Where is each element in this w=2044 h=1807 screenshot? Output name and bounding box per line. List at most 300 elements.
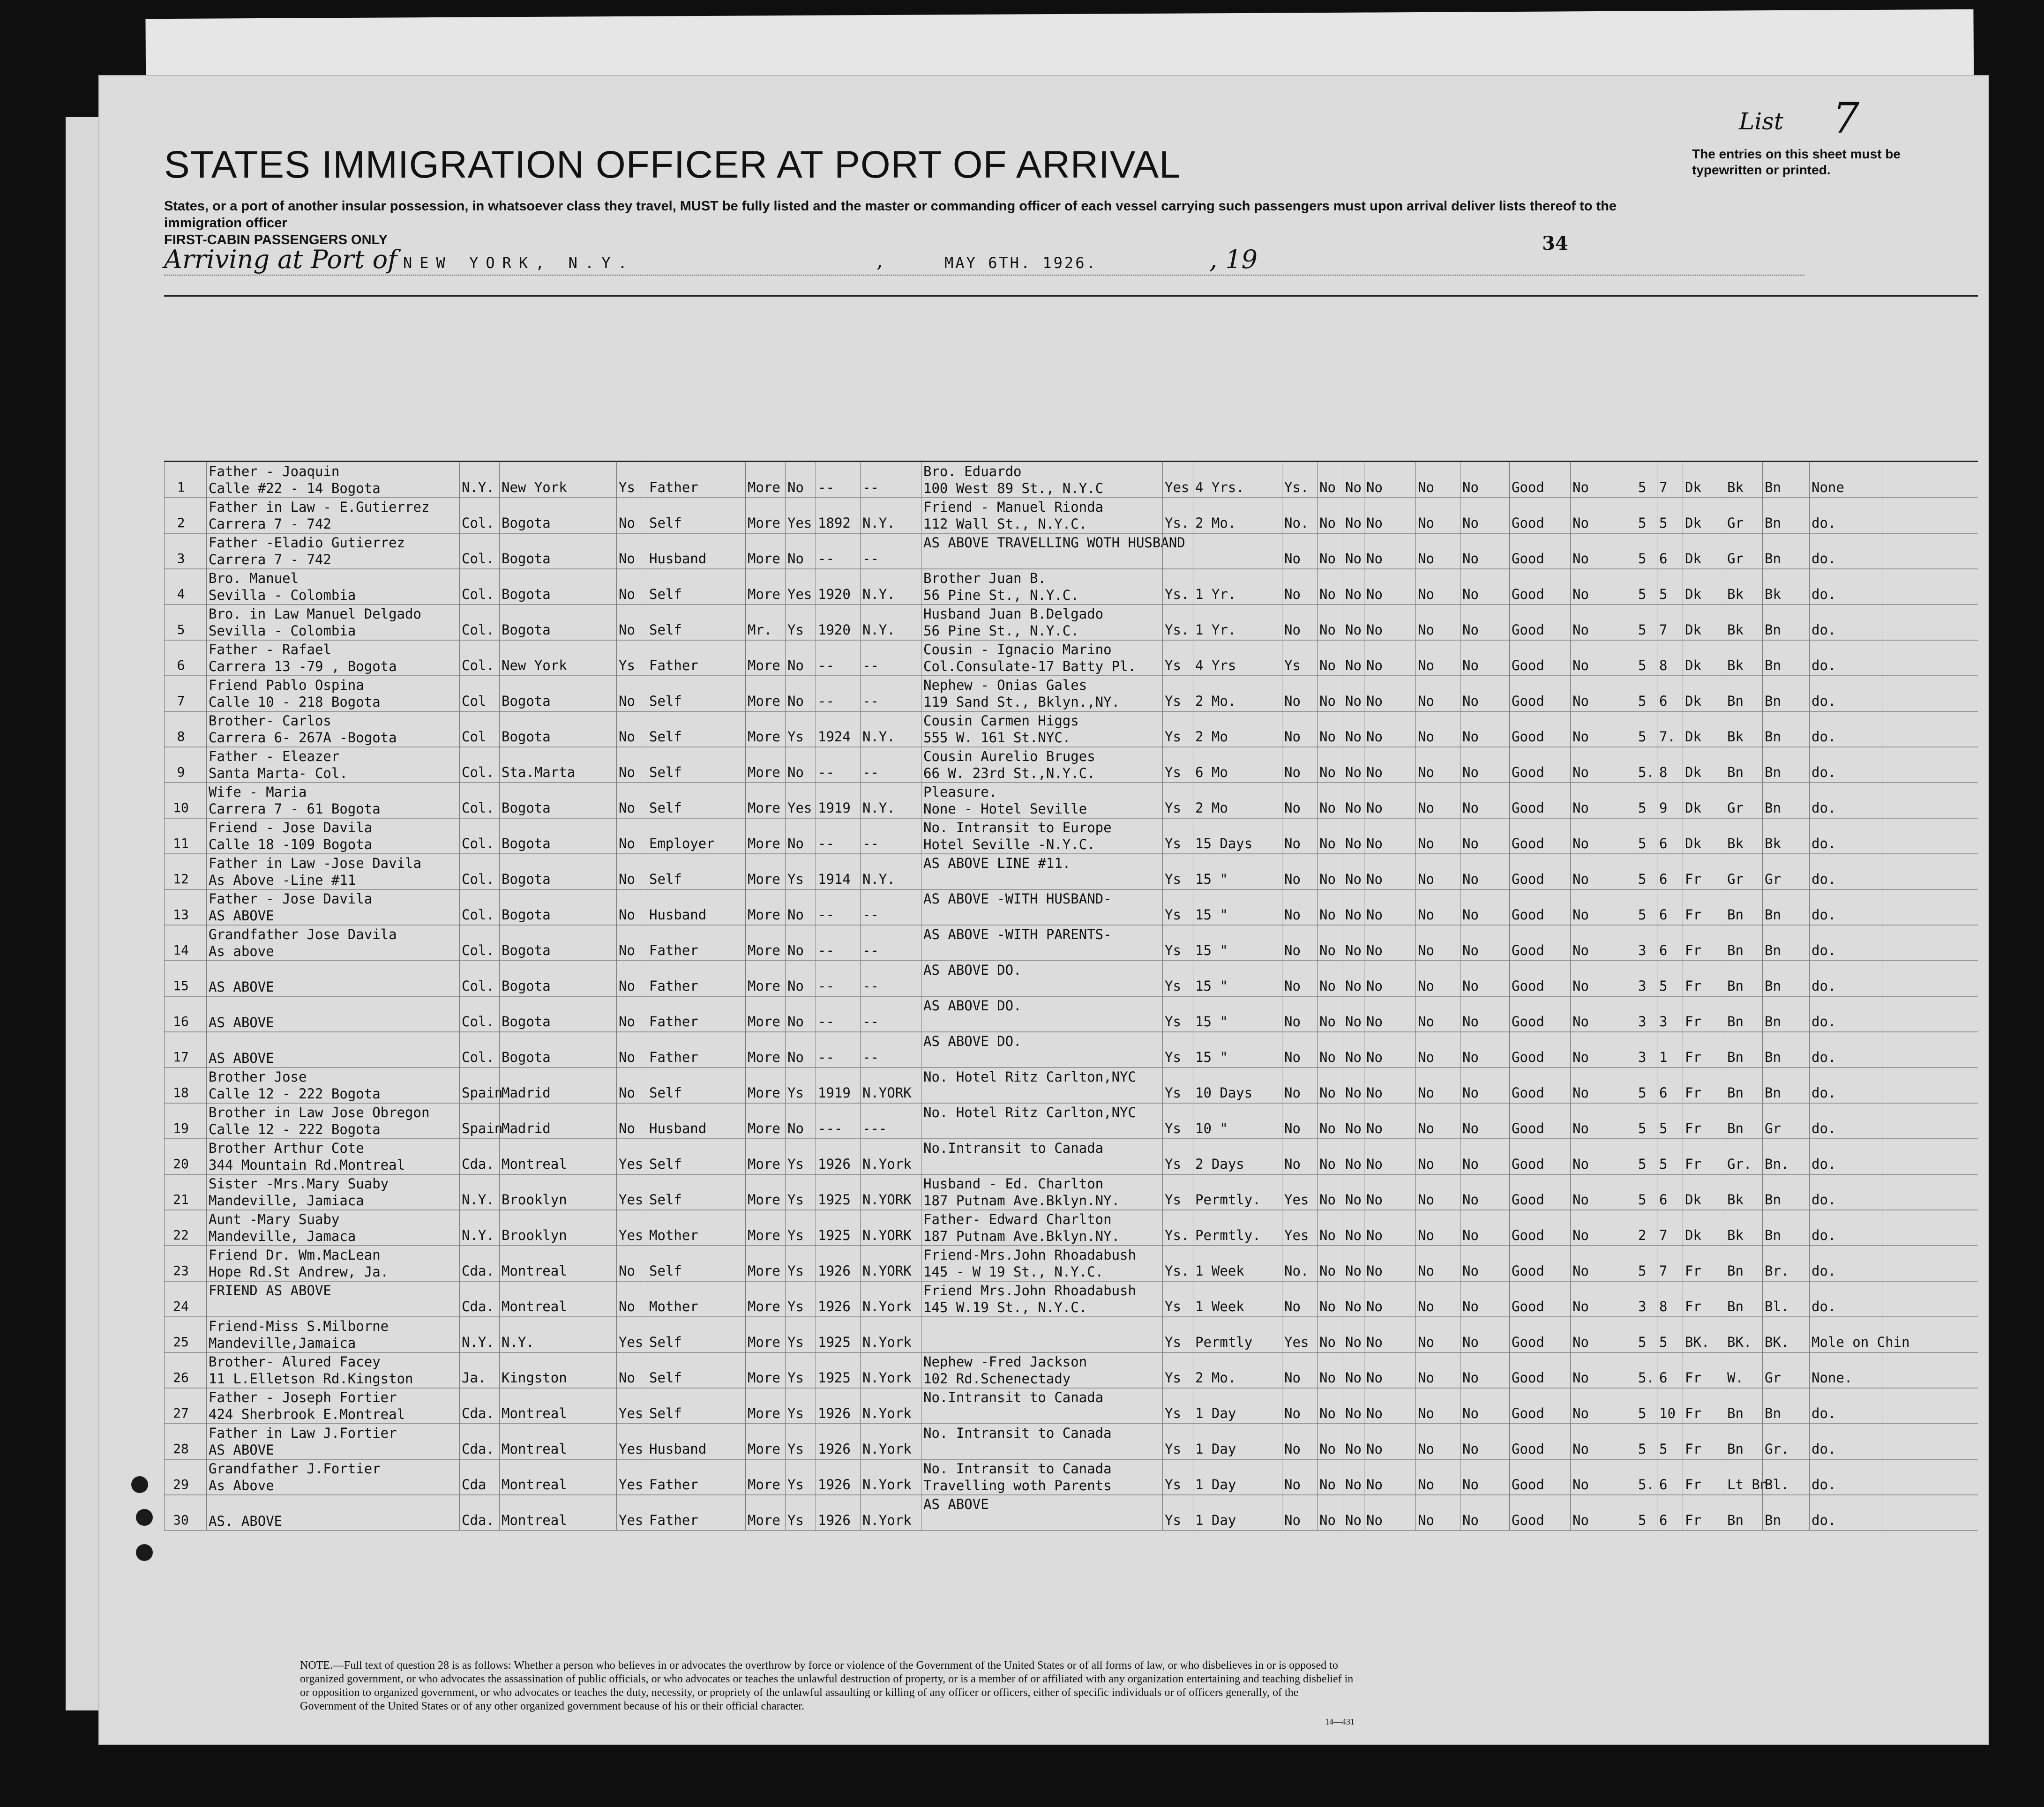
value-ft: 5. [1638,764,1655,780]
join-line-1: Cousin - Ignacio Marino [923,642,1112,657]
cell-over [1415,747,1460,782]
cell-years [816,782,861,818]
value-cit: No [1284,586,1301,602]
cell-stay [1193,889,1282,925]
cell-money [745,853,786,889]
cell-years [816,889,861,925]
cell-ft [1636,889,1657,925]
cell-ft [1636,497,1657,533]
value-paid: Father [649,479,698,495]
relative-line-2: Carrera 13 -79 , Bogota [209,658,397,674]
cell-eyes [1762,1388,1810,1423]
value-deformed: No [1572,1227,1589,1243]
cell-cit [1282,960,1318,996]
value-ft: 5 [1638,693,1647,709]
cell-ticket [616,1245,647,1281]
cell-before [785,462,816,497]
cell-state [459,960,500,996]
value-where: -- [862,1014,879,1030]
relative-line-2: As Above -Line #11 [209,872,356,888]
cell-over [1415,1174,1460,1210]
cell-ret [1162,782,1193,818]
value-years: 1920 [818,586,851,602]
value-ret: Ys [1165,1512,1181,1528]
value-dep: No [1462,1512,1479,1528]
cell-marks [1809,889,1882,925]
cell-stay [1193,711,1282,747]
value-poly: No [1345,1299,1362,1314]
cell-years [816,1138,861,1174]
join-line-1: No. Hotel Ritz Carlton,NYC [923,1105,1136,1120]
cell-marks [1809,1459,1882,1494]
value-stay: 6 Mo [1195,764,1228,780]
cell-rel [206,1459,460,1494]
value-state: Cda. [462,1299,494,1314]
join-line-2: 145 W.19 St., N.Y.C. [923,1299,1087,1315]
cell-cit [1282,1174,1318,1210]
cell-city [499,1281,617,1316]
value-in: 5 [1659,978,1668,994]
cell-dep [1460,1067,1510,1103]
cell-marks [1809,1067,1882,1103]
value-poly: No [1345,871,1362,887]
value-where: N.York [862,1334,912,1350]
row-number: 20 [173,1156,189,1172]
cell-poly [1343,1388,1364,1423]
relative-line-1: Brother- Alured Facey [209,1354,381,1370]
value-state: N.Y. [462,479,494,495]
value-dep: No [1462,1263,1479,1279]
cell-no [164,889,207,925]
table-row [164,1388,1978,1424]
cell-stay [1193,1067,1282,1103]
cell-date [1882,818,1978,853]
value-in: 8 [1659,657,1668,673]
relative-line-2: AS ABOVE [209,908,274,924]
cell-over [1415,462,1460,497]
join-line-1: Father- Edward Charlton [923,1211,1112,1227]
cell-anar [1364,711,1416,747]
cell-before [785,533,816,568]
cell-dep [1460,1316,1510,1352]
value-city: Brooklyn [502,1227,567,1243]
value-over: No [1418,1477,1434,1493]
cell-eyes [1762,604,1810,640]
cell-money [745,462,786,497]
cell-stay [1193,1352,1282,1388]
cell-ret [1162,497,1193,533]
join-line-2: Travelling woth Parents [923,1478,1112,1493]
cell-stay [1193,853,1282,889]
value-state: Spain [462,1085,503,1101]
value-stay: Permtly. [1195,1227,1261,1243]
cell-in [1657,604,1683,640]
cell-eyes [1762,1245,1810,1281]
cell-dep [1460,1459,1510,1494]
value-years: 1926 [818,1441,851,1457]
value-cit: No. [1284,515,1309,531]
cell-prison [1317,1494,1343,1530]
value-anar: No [1366,978,1383,994]
cell-comp [1683,1067,1725,1103]
cell-poly [1343,1210,1364,1245]
relative-line-1: Friend Pablo Ospina [209,677,364,693]
table-row [164,960,1978,997]
value-eyes: Bn [1765,1405,1781,1421]
value-ret: Ys. [1165,1227,1190,1243]
cell-before [785,1388,816,1423]
value-marks: do. [1812,693,1836,709]
relative-line-2: Calle 18 -109 Bogota [209,836,373,852]
cell-cit [1282,1138,1318,1174]
table-row [164,675,1978,712]
cell-eyes [1762,1352,1810,1388]
value-poly: No [1345,800,1362,816]
value-poly: No [1345,1192,1362,1208]
cell-where [860,711,921,747]
cell-comp [1683,1138,1725,1174]
cell-ft [1636,853,1657,889]
cell-ret [1162,889,1193,925]
cell-join [921,1210,1163,1245]
value-deformed: No [1572,1085,1589,1101]
value-in: 7 [1659,1227,1668,1243]
join-line-2: Hotel Seville -N.Y.C. [923,836,1095,852]
cell-health [1509,1388,1571,1423]
cell-money [745,1494,786,1530]
cell-state [459,782,500,818]
value-health: Good [1512,729,1544,745]
value-ret: Ys [1165,978,1181,994]
cell-deformed [1570,960,1636,996]
value-before: Ys [787,1405,804,1421]
cell-comp [1683,533,1725,568]
cell-date [1882,1210,1978,1245]
cell-no [164,533,207,568]
cell-ret [1162,925,1193,960]
value-years: 1926 [818,1263,851,1279]
value-city: Montreal [502,1477,567,1493]
relative-line-1: Friend-Miss S.Milborne [209,1318,389,1334]
value-over: No [1418,1512,1434,1528]
value-eyes: Br. [1765,1263,1789,1279]
value-comp: Fr [1685,1512,1701,1528]
value-paid: Self [649,1405,682,1421]
value-city: Bogota [502,1049,551,1065]
cell-join [921,604,1163,640]
value-anar: No [1366,1014,1383,1030]
value-paid: Self [649,586,682,602]
cell-join [921,1459,1163,1494]
value-state: Spain [462,1120,503,1136]
value-over: No [1418,1192,1434,1208]
value-city: Madrid [502,1085,551,1101]
value-anar: No [1366,1227,1383,1243]
value-money: More [748,1299,780,1314]
cell-paid [647,1245,746,1281]
cell-where [860,1459,921,1494]
value-cit: No [1284,800,1301,816]
cell-ticket [616,533,647,568]
cell-years [816,497,861,533]
cell-stay [1193,1281,1282,1316]
cell-where [860,1103,921,1138]
table-row [164,1281,1978,1317]
cell-no [164,604,207,640]
value-cit: No [1284,1120,1301,1136]
cell-state [459,1388,500,1423]
value-dep: No [1462,1156,1479,1172]
value-marks: do. [1812,1227,1836,1243]
cell-where [860,747,921,782]
value-before: Ys [787,1085,804,1101]
value-stay: 1 Day [1195,1512,1236,1528]
cell-ticket [616,568,647,604]
value-city: Montreal [502,1156,567,1172]
value-ticket: Yes [619,1512,644,1528]
value-dep: No [1462,479,1479,495]
relative-line-2: Carrera 7 - 61 Bogota [209,801,381,817]
cell-paid [647,1067,746,1103]
value-eyes: Bn [1765,622,1781,638]
cell-money [745,533,786,568]
row-number: 28 [173,1441,189,1456]
value-poly: No [1345,1227,1362,1243]
value-ft: 5 [1638,1263,1647,1279]
value-cit: No [1284,1085,1301,1101]
cell-before [785,818,816,853]
cell-in [1657,1388,1683,1423]
value-ticket: Yes [619,1156,644,1172]
cell-before [785,1459,816,1494]
value-health: Good [1512,1334,1544,1350]
relative-line-2: Carrera 7 - 742 [209,516,331,532]
value-cit: Ys. [1284,479,1309,495]
value-where: -- [862,764,879,780]
cell-money [745,1459,786,1494]
cell-dep [1460,533,1510,568]
cell-join [921,853,1163,889]
cell-poly [1343,747,1364,782]
cell-where [860,497,921,533]
value-stay: 4 Yrs [1195,657,1236,673]
cell-over [1415,1031,1460,1067]
value-money: More [748,978,780,994]
value-deformed: No [1572,693,1589,709]
value-stay: 15 Days [1195,836,1253,851]
value-ft: 5 [1638,1512,1647,1528]
join-line-1: AS ABOVE DO. [923,998,1022,1014]
cell-eyes [1762,1174,1810,1210]
value-dep: No [1462,1441,1479,1457]
cell-cit [1282,1245,1318,1281]
value-stay: 2 Mo. [1195,515,1236,531]
value-where: -- [862,836,879,851]
value-comp: Fr [1685,1120,1701,1136]
cell-eyes [1762,996,1810,1031]
value-poly: No [1345,1512,1362,1528]
cell-stay [1193,497,1282,533]
value-state: Ja. [462,1370,487,1386]
value-paid: Self [649,1263,682,1279]
cell-over [1415,1316,1460,1352]
value-hair: Gr [1727,551,1744,567]
value-poly: No [1345,1405,1362,1421]
cell-before [785,853,816,889]
value-hair: Bn [1727,1263,1744,1279]
cell-hair [1725,889,1763,925]
value-ret: Ys [1165,729,1181,745]
value-ticket: No [619,1120,635,1136]
relative-line-2: AS ABOVE [209,1015,274,1030]
cell-anar [1364,747,1416,782]
join-line-1: Cousin Carmen Higgs [923,713,1079,729]
cell-no [164,996,207,1031]
cell-poly [1343,462,1364,497]
cell-join [921,533,1185,568]
cell-poly [1343,675,1364,711]
value-over: No [1418,551,1434,567]
value-cit: No [1284,836,1301,851]
cell-ticket [616,497,647,533]
value-comp: Dk [1685,622,1701,638]
join-line-1: No. Hotel Ritz Carlton,NYC [923,1069,1136,1085]
value-hair: Bk [1727,1192,1744,1208]
cell-prison [1317,889,1343,925]
value-ft: 3 [1638,1014,1647,1030]
cell-health [1509,925,1571,960]
value-in: 6 [1659,1085,1668,1101]
cell-money [745,1352,786,1388]
cell-ticket [616,604,647,640]
cell-health [1509,889,1571,925]
value-hair: Bk [1727,1227,1744,1243]
value-poly: No [1345,1441,1362,1457]
relative-line-2: Mandeville, Jamaca [209,1228,356,1244]
cell-over [1415,604,1460,640]
cell-poly [1343,1031,1364,1067]
cell-before [785,1067,816,1103]
value-poly: No [1345,836,1362,851]
value-eyes: Bn [1765,978,1781,994]
join-line-1: Friend-Mrs.John Rhoadabush [923,1247,1136,1263]
value-years: -- [818,1049,834,1065]
value-stay: Permtly. [1195,1192,1261,1208]
value-prison: No [1319,1405,1336,1421]
punch-hole [136,1509,153,1526]
value-ret: Ys [1165,836,1181,851]
value-over: No [1418,978,1434,994]
cell-ret [1162,1459,1193,1494]
value-eyes: Bk [1765,586,1781,602]
join-line-1: Bro. Eduardo [923,463,1022,479]
value-comp: Fr [1685,907,1701,923]
cell-money [745,889,786,925]
cell-dep [1460,711,1510,747]
cell-dep [1460,1281,1510,1316]
cell-join [921,497,1163,533]
cell-ft [1636,1423,1657,1459]
value-in: 6 [1659,907,1668,923]
cell-money [745,747,786,782]
value-marks: do. [1812,1049,1836,1065]
value-city: New York [502,479,567,495]
value-paid: Husband [649,1120,707,1136]
value-prison: No [1319,657,1336,673]
value-eyes: Bn [1765,1512,1781,1528]
value-city: Bogota [502,729,551,745]
cell-years [816,925,861,960]
value-deformed: No [1572,1334,1589,1350]
cell-years [816,996,861,1031]
value-marks: do. [1812,622,1836,638]
cell-rel [206,889,460,925]
cell-paid [647,818,746,853]
value-over: No [1418,1049,1434,1065]
value-health: Good [1512,800,1544,816]
cell-poly [1343,640,1364,675]
value-eyes: Bn [1765,1192,1781,1208]
cell-no [164,1316,207,1352]
value-over: No [1418,764,1434,780]
cell-marks [1809,497,1882,533]
cell-years [816,1174,861,1210]
value-hair: Bn [1727,942,1744,958]
value-dep: No [1462,622,1479,638]
cell-where [860,1067,921,1103]
cell-deformed [1570,1174,1636,1210]
cell-marks [1809,1281,1882,1316]
value-cit: No [1284,978,1301,994]
cell-comp [1683,1423,1725,1459]
cell-state [459,1103,503,1138]
value-eyes: Bn [1765,693,1781,709]
cell-no [164,1245,207,1281]
port-separator: , [876,248,883,272]
value-ret: Ys [1165,1049,1181,1065]
cell-join [921,1031,1163,1067]
cell-dep [1460,1210,1510,1245]
value-years: 1925 [818,1334,851,1350]
cell-join [921,818,1163,853]
value-marks: do. [1812,978,1836,994]
cell-dep [1460,640,1510,675]
cell-ticket [616,1494,647,1530]
value-ret: Ys [1165,1334,1181,1350]
table-row [164,747,1978,783]
value-marks: do. [1812,1120,1836,1136]
value-ret: Ys [1165,1370,1181,1386]
cell-state [459,1281,500,1316]
value-prison: No [1319,1227,1336,1243]
cell-dep [1460,568,1510,604]
cell-marks [1809,640,1882,675]
cell-prison [1317,533,1343,568]
value-city: Madrid [502,1120,551,1136]
value-before: Ys [787,1334,804,1350]
value-deformed: No [1572,1441,1589,1457]
cell-comp [1683,1316,1725,1352]
cell-comp [1683,1031,1725,1067]
value-paid: Self [649,1334,682,1350]
cell-hair [1725,568,1763,604]
cell-date [1882,960,1978,996]
value-paid: Mother [649,1227,698,1243]
value-eyes: Gr. [1765,1441,1789,1457]
value-ft: 5 [1638,871,1647,887]
table-row [164,1245,1978,1282]
value-over: No [1418,479,1434,495]
